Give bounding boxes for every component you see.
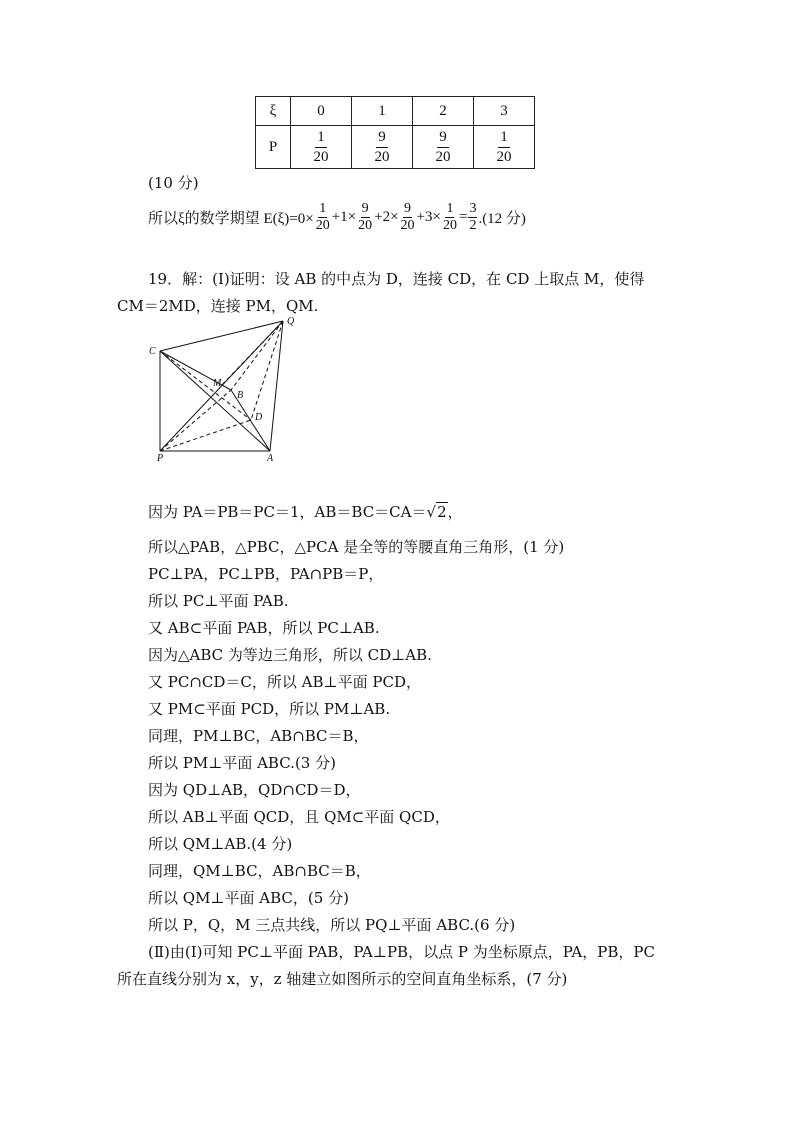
edge-qa xyxy=(270,321,283,451)
fraction xyxy=(400,202,416,233)
numerator: 3 xyxy=(469,200,477,216)
numerator: 9 xyxy=(361,200,369,216)
edge-ca xyxy=(160,351,270,451)
fraction xyxy=(495,130,514,165)
proof-line: PC⊥PA，PC⊥PB，PA∩PB＝P， xyxy=(148,565,384,583)
sqrt-symbol: √ xyxy=(426,503,437,521)
proof-text: 因为 PA＝PB＝PC＝1，AB＝BC＝CA＝ xyxy=(148,503,427,521)
denominator: 20 xyxy=(358,217,373,233)
table-cell xyxy=(474,126,535,169)
operator: +3× xyxy=(416,208,441,225)
fraction xyxy=(373,130,392,165)
proof-line: 所以 PC⊥平面 PAB. xyxy=(148,592,289,610)
sqrt-radicand: 2 xyxy=(437,503,447,521)
fraction xyxy=(357,202,373,233)
table-cell: 1 xyxy=(352,97,413,126)
numerator: 1 xyxy=(498,130,510,148)
operator: +2× xyxy=(374,208,399,225)
table-cell xyxy=(413,126,474,169)
q19-line2: CM＝2MD，连接 PM，QM. xyxy=(117,297,319,315)
denominator: 20 xyxy=(435,148,451,165)
fraction xyxy=(312,130,331,165)
label-p: P xyxy=(157,453,164,464)
numerator: 1 xyxy=(315,130,327,148)
denominator: 20 xyxy=(496,148,512,165)
denominator: 20 xyxy=(400,217,415,233)
distribution-table xyxy=(255,96,535,169)
table-cell xyxy=(352,126,413,169)
proof-line: 同理，PM⊥BC，AB∩BC＝B， xyxy=(148,727,369,745)
table-row xyxy=(256,126,535,169)
proof-text: ， xyxy=(447,503,463,521)
edge-pq xyxy=(160,321,283,451)
table-cell: ξ xyxy=(256,97,291,126)
q19-line1: 19．解：(Ⅰ)证明：设 AB 的中点为 D，连接 CD，在 CD 上取点 M，使得 xyxy=(148,270,645,288)
proof-line: 所以 P，Q，M 三点共线，所以 PQ⊥平面 ABC.(6 分) xyxy=(148,916,516,934)
expectation-suffix: .(12 分) xyxy=(478,210,526,227)
operator: = xyxy=(458,208,468,225)
denominator: 20 xyxy=(442,217,457,233)
fraction xyxy=(434,130,453,165)
label-a: A xyxy=(267,453,274,464)
table-cell: 3 xyxy=(474,97,535,126)
table-header-row xyxy=(256,97,535,126)
proof-line: 所以 QM⊥AB.(4 分) xyxy=(148,835,293,853)
proof-line: 所以 QM⊥平面 ABC，(5 分) xyxy=(148,889,349,907)
dashed-pb xyxy=(160,390,231,451)
proof-line: 所以 PM⊥平面 ABC.(3 分) xyxy=(148,754,336,772)
denominator: 20 xyxy=(313,148,329,165)
fraction xyxy=(442,202,458,233)
proof-line: 因为 QD⊥AB，QD∩CD＝D， xyxy=(148,781,361,799)
expectation-prefix: 所以ξ的数学期望 E(ξ)=0× xyxy=(148,210,314,227)
denominator: 2 xyxy=(469,217,477,233)
dashed-pd xyxy=(160,420,251,451)
part2-line2: 所在直线分别为 x，y，z 轴建立如图所示的空间直角坐标系，(7 分) xyxy=(117,970,568,988)
numerator: 9 xyxy=(404,200,412,216)
label-q: Q xyxy=(287,316,295,327)
proof-line-given xyxy=(148,501,463,522)
proof-line: 又 PC∩CD＝C，所以 AB⊥平面 PCD， xyxy=(148,673,421,691)
proof-line: 所以 AB⊥平面 QCD，且 QM⊂平面 QCD， xyxy=(148,808,450,826)
numerator: 9 xyxy=(376,130,388,148)
table-cell: 2 xyxy=(413,97,474,126)
label-b: B xyxy=(237,390,244,401)
label-m: M xyxy=(213,378,222,389)
denominator: 20 xyxy=(315,217,330,233)
operator: +1× xyxy=(331,208,357,225)
fraction xyxy=(468,202,477,233)
table-cell xyxy=(291,126,352,169)
table-cell: P xyxy=(256,126,291,169)
numerator: 1 xyxy=(319,200,327,216)
edge-cq xyxy=(160,321,283,351)
pyramid-figure xyxy=(145,314,305,464)
fraction xyxy=(315,202,331,233)
numerator: 9 xyxy=(437,130,449,148)
numerator: 1 xyxy=(446,200,454,216)
dashed-cd xyxy=(160,351,251,420)
label-c: C xyxy=(149,346,156,357)
proof-line: 所以△PAB，△PBC，△PCA 是全等的等腰直角三角形，(1 分) xyxy=(148,538,565,556)
score-note: (10 分) xyxy=(148,174,199,192)
expectation-line xyxy=(148,199,526,235)
proof-line: 因为△ABC 为等边三角形，所以 CD⊥AB. xyxy=(148,646,432,664)
denominator: 20 xyxy=(374,148,390,165)
part2-line1: (Ⅱ)由(Ⅰ)可知 PC⊥平面 PAB，PA⊥PB，以点 P 为坐标原点，PA，PB，PC xyxy=(148,943,655,961)
table-cell: 0 xyxy=(291,97,352,126)
proof-line: 又 AB⊂平面 PAB，所以 PC⊥AB. xyxy=(148,619,380,637)
proof-line: 同理，QM⊥BC，AB∩BC＝B， xyxy=(148,862,371,880)
label-d: D xyxy=(255,412,263,423)
proof-line: 又 PM⊂平面 PCD，所以 PM⊥AB. xyxy=(148,700,391,718)
